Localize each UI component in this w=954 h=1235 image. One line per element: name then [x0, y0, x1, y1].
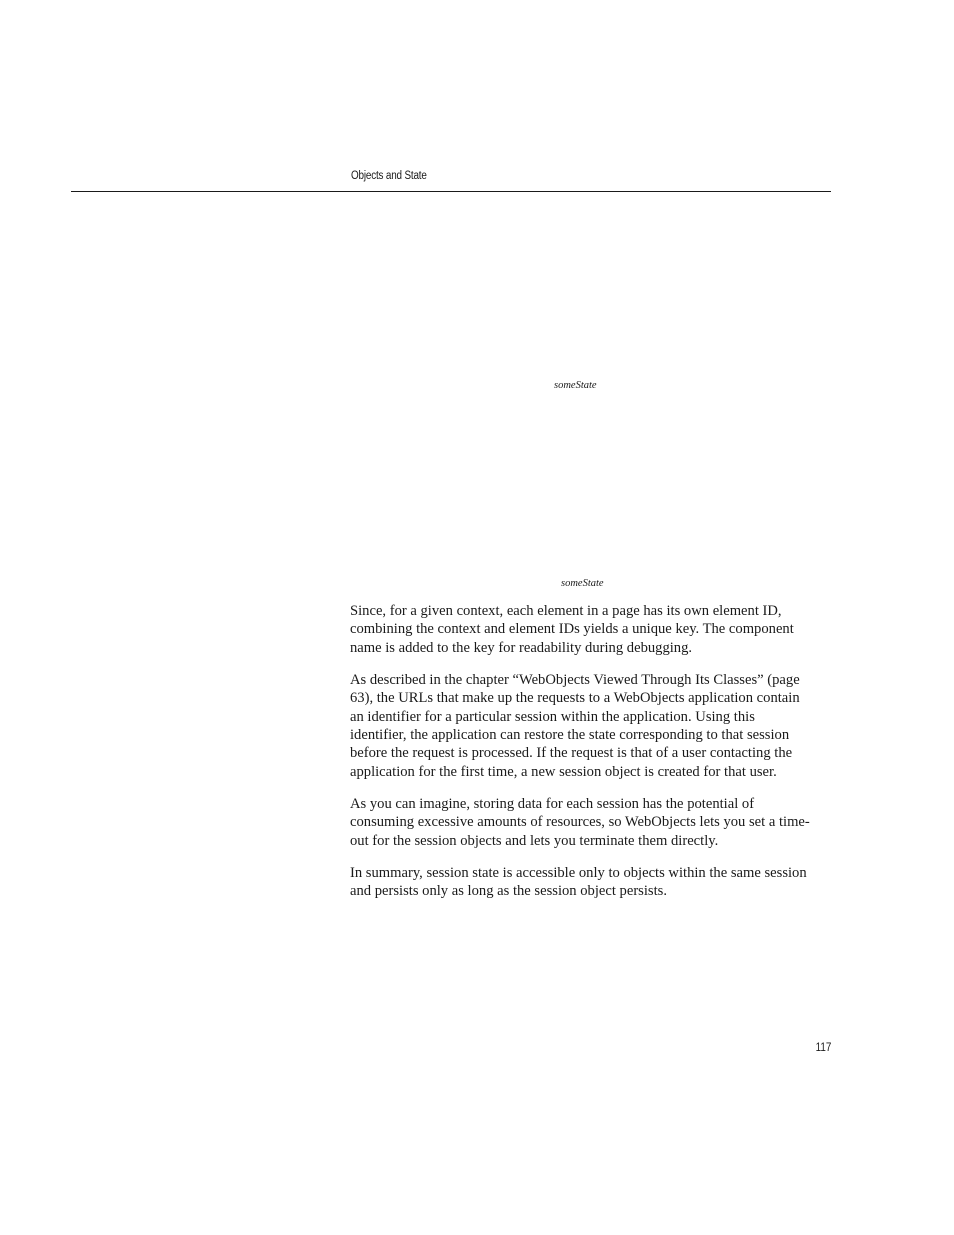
paragraph: As you can imagine, storing data for each session has the potential of consuming excessive amounts of resources, so WebObjects lets you set a time-out for the session objects and lets you terminate them directly.: [350, 795, 810, 849]
page-number: 117: [815, 1042, 831, 1054]
header-rule: [71, 191, 831, 192]
body-text: [350, 602, 812, 914]
figure-label-somestate-top: someState: [554, 380, 597, 391]
running-header: Objects and State: [351, 170, 427, 182]
paragraph: Since, for a given context, each element in a page has its own element ID, combining the context and element IDs yields a unique key. The component name is added to the key for readability during debugging.: [350, 603, 794, 656]
paragraph: In summary, session state is accessible only to objects within the same session and persists only as long as the session object persists.: [350, 864, 807, 900]
paragraph: As described in the chapter “WebObjects Viewed Through Its Classes” (page 63), the URLs that make up the requests to a WebObjects application contain an identifier for a particular session within the application. Using this identifier, the application can restore the state corresponding to that session before the request is processed. If the request is that of a user contacting the application for the first time, a new session object is created for that user.: [350, 671, 800, 780]
figure-label-somestate-bottom: someState: [561, 578, 604, 589]
